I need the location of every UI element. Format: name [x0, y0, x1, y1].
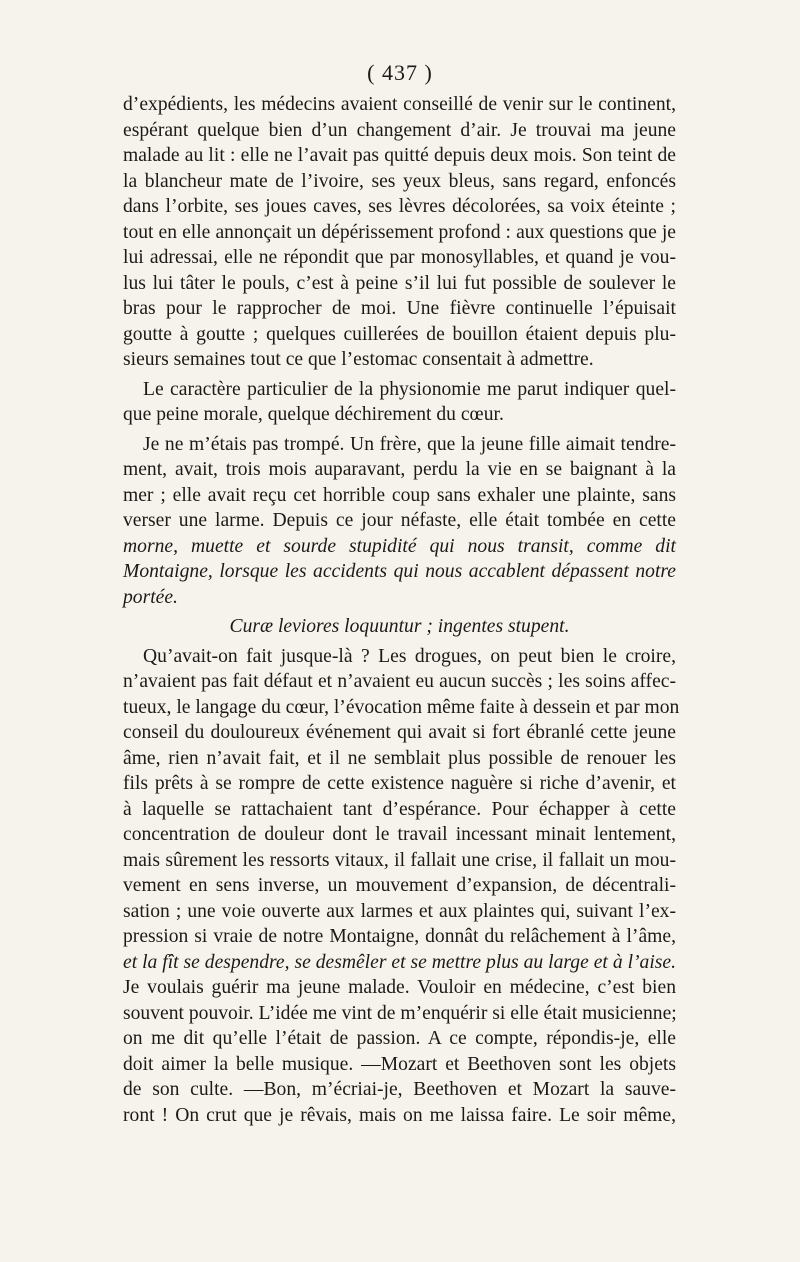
- text-line: n’avaient pas fait défaut et n’avaient eu aucun succès ; les soins affec-: [123, 671, 676, 692]
- text-line: sieurs semaines tout ce que l’estomac consentait à admettre.: [123, 349, 594, 370]
- text-line: fils prêts à se rompre de cette existence naguère si riche d’avenir, et: [123, 773, 676, 794]
- text-line: pression si vraie de notre Montaigne, donnât du relâchement à l’âme,: [123, 926, 676, 947]
- text-line: Je ne m’étais pas trompé. Un frère, que la jeune fille aimait tendre-: [143, 433, 676, 455]
- text-line: âme, rien n’avait fait, et il ne semblait plus possible de renouer les: [123, 747, 676, 769]
- text-line: verser une larme. Depuis ce jour néfaste, elle était tombée en cette: [123, 510, 676, 531]
- text-line: on me dit qu’elle l’était de passion. A ce compte, répondis-je, elle: [123, 1028, 676, 1049]
- text-line: vement en sens inverse, un mouvement d’expansion, de décentrali-: [123, 875, 676, 896]
- text-line: ment, avait, trois mois auparavant, perdu la vie en se baignant à la: [123, 459, 676, 480]
- text-line: lus lui tâter le pouls, c’est à peine s’il lui fut possible de soulever le: [123, 272, 676, 294]
- text-line: Qu’avait-on fait jusque-là ? Les drogues, on peut bien le croire,: [143, 645, 676, 667]
- text-line: Montaigne, lorsque les accidents qui nous accablent dépassent notre: [123, 561, 676, 582]
- body-text: [123, 92, 680, 1128]
- text-line: doit aimer la belle musique. —Mozart et Beethoven sont les objets: [123, 1053, 676, 1075]
- text-line: bras pour le rapprocher de moi. Une fièvre continuelle l’épuisait: [123, 298, 676, 319]
- text-line: portée.: [123, 586, 178, 608]
- text-line: souvent pouvoir. L’idée me vint de m’enquérir si elle était musicienne;: [123, 1002, 677, 1024]
- text-line: dans l’orbite, ses joues caves, ses lèvres décolorées, sa voix éteinte ;: [123, 196, 676, 217]
- text-line: goutte à goutte ; quelques cuillerées de bouillon étaient depuis plu-: [123, 323, 676, 345]
- text-line: concentration de douleur dont le travail incessant minait lentement,: [123, 824, 676, 845]
- text-line: sation ; une voie ouverte aux larmes et aux plaintes qui, suivant l’ex-: [123, 900, 676, 922]
- text-line: ront ! On crut que je rêvais, mais on me laissa faire. Le soir même,: [123, 1104, 676, 1126]
- text-line: Je voulais guérir ma jeune malade. Vouloir en médecine, c’est bien: [123, 977, 676, 998]
- text-line: que peine morale, quelque déchirement du cœur.: [123, 404, 504, 425]
- text-line: la blancheur mate de l’ivoire, ses yeux bleus, sans regard, enfoncés: [123, 170, 676, 192]
- text-line: de son culte. —Bon, m’écriai-je, Beethoven et Mozart la sauve-: [123, 1079, 676, 1100]
- text-line: espérant quelque bien d’un changement d’air. Je trouvai ma jeune: [123, 119, 676, 141]
- text-line: lui adressai, elle ne répondit que par monosyllables, et quand je vou-: [123, 247, 676, 268]
- text-line: et la fît se despendre, se desmêler et se mettre plus au large et à l’aise.: [123, 951, 676, 973]
- text-line: morne, muette et sourde stupidité qui nous transit, comme dit: [123, 535, 676, 557]
- text-line: d’expédients, les médecins avaient conseillé de venir sur le continent,: [123, 94, 676, 115]
- text-line: Le caractère particulier de la physionomie me parut indiquer quel-: [143, 378, 676, 400]
- text-line: mer ; elle avait reçu cet horrible coup sans exhaler une plainte, sans: [123, 484, 676, 506]
- text-line: tueux, le langage du cœur, l’évocation même faite à dessein et par mon: [123, 696, 680, 718]
- page-number: ( 437 ): [367, 60, 433, 85]
- text-line: malade au lit : elle ne l’avait pas quitté depuis deux mois. Son teint de: [123, 145, 676, 166]
- text-line: mais sûrement les ressorts vitaux, il fallait une crise, il fallait un mou-: [123, 849, 676, 871]
- text-line: tout en elle annonçait un dépérissement profond : aux questions que je: [123, 221, 676, 243]
- text-line: à laquelle se rattachaient tant d’espérance. Pour échapper à cette: [123, 798, 676, 820]
- text-line: conseil du douloureux événement qui avait si fort ébranlé cette jeune: [123, 722, 676, 743]
- text-line: Curæ leviores loquuntur ; ingentes stupent.: [229, 616, 570, 637]
